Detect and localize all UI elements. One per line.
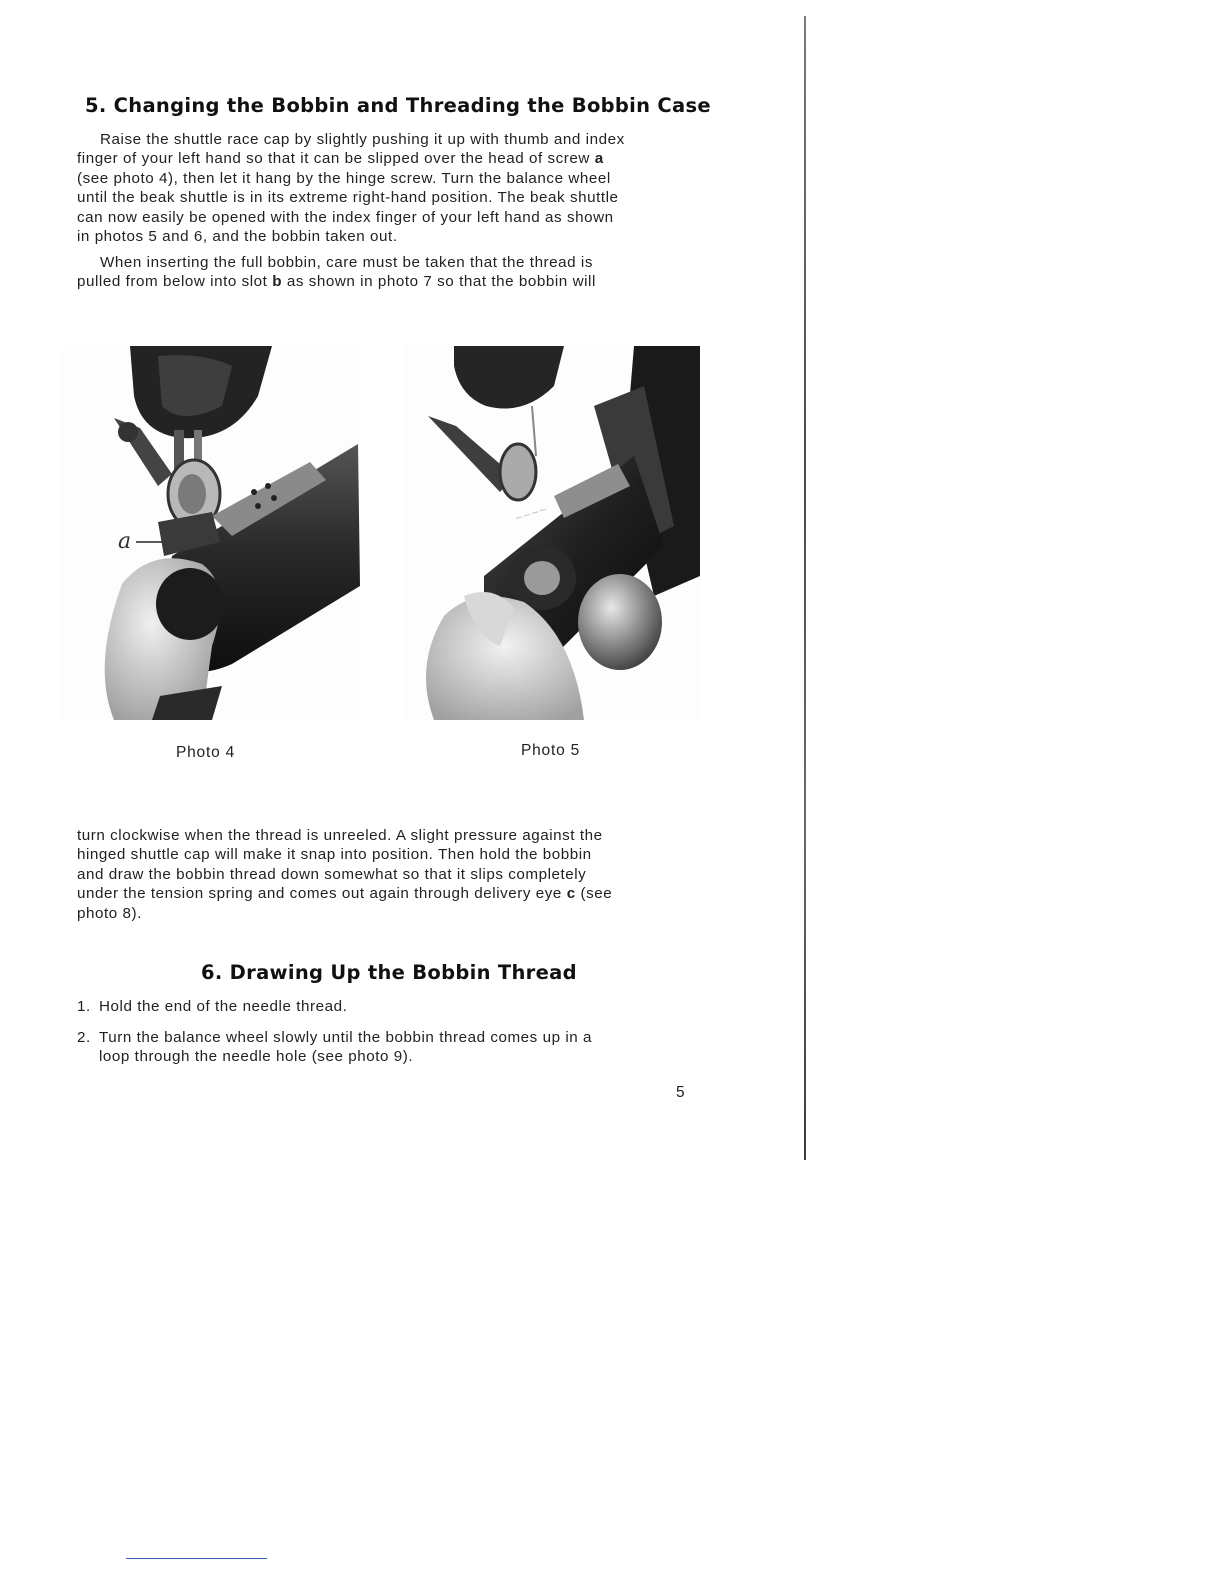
- text-line: turn clockwise when the thread is unreeled. A slight pressure against the: [77, 827, 603, 844]
- photo-4-label-a: a: [118, 529, 132, 554]
- text-line: and draw the bobbin thread down somewhat so that it slips completely: [77, 865, 587, 883]
- svg-text:~~~~: ~~~~: [513, 504, 549, 525]
- section-6-title: 6. Drawing Up the Bobbin Thread: [201, 961, 577, 984]
- text-line: Hold the end of the needle thread.: [99, 998, 348, 1015]
- photo-5-caption: Photo 5: [521, 742, 581, 759]
- list-item: [77, 1028, 687, 1067]
- section-5-title: 5. Changing the Bobbin and Threading the Bobbin Case: [85, 94, 711, 117]
- text-line: until the beak shuttle is in its extreme right-hand position. The beak shuttle: [77, 189, 619, 207]
- text-line: loop through the needle hole (see photo 9).: [99, 1048, 414, 1066]
- text-line: hinged shuttle cap will make it snap into position. Then hold the bobbin: [77, 846, 592, 864]
- text-line: When inserting the full bobbin, care must be taken that the thread is: [100, 254, 593, 271]
- reference-letter-c: c: [566, 885, 576, 903]
- reference-letter-b: b: [272, 273, 283, 291]
- photo-5-image: [404, 346, 700, 720]
- text-line: finger of your left hand so that it can be slipped over the head of screw a: [77, 150, 604, 168]
- margin-rule: [804, 16, 806, 1160]
- list-item: [77, 997, 687, 1016]
- photo-4-caption: Photo 4: [176, 744, 236, 761]
- text-line: in photos 5 and 6, and the bobbin taken out.: [77, 228, 398, 246]
- paragraph-inserting-bobbin: [77, 253, 687, 292]
- text-line: Turn the balance wheel slowly until the bobbin thread comes up in a: [99, 1029, 593, 1046]
- text-line: can now easily be opened with the index finger of your left hand as shown: [77, 208, 614, 226]
- text-line: Raise the shuttle race cap by slightly pushing it up with thumb and index: [100, 131, 625, 148]
- text-line: photo 8).: [77, 904, 142, 922]
- bottom-rule: [126, 1558, 267, 1559]
- photo-4-image: [62, 346, 360, 720]
- list-number: 2.: [77, 1029, 91, 1046]
- photo-5-illustration: [404, 346, 700, 720]
- text-line: (see photo 4), then let it hang by the hinge screw. Turn the balance wheel: [77, 169, 611, 187]
- text-line: pulled from below into slot b as shown in photo 7 so that the bobbin will: [77, 273, 596, 291]
- reference-letter-a: a: [594, 150, 604, 168]
- text-line: under the tension spring and comes out again through delivery eye c (see: [77, 885, 613, 903]
- paragraph-bobbin-tension: [77, 826, 687, 923]
- list-number: 1.: [77, 998, 91, 1015]
- page-number: 5: [676, 1084, 685, 1101]
- photo-4-illustration: [62, 346, 360, 720]
- paragraph-shuttle-race-cap: [77, 130, 687, 246]
